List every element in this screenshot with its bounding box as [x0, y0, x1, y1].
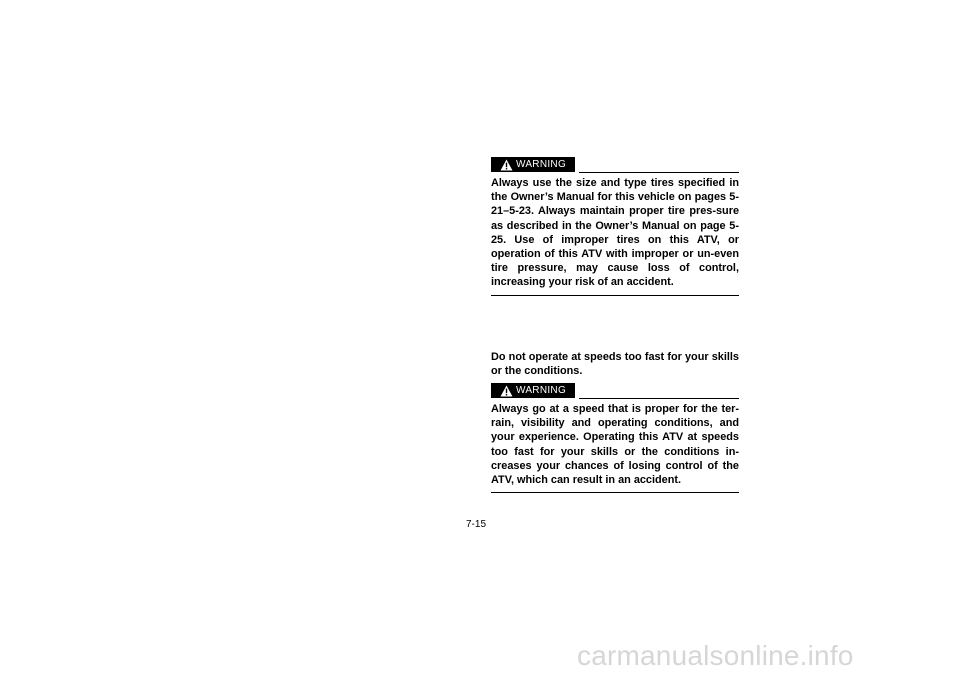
warning-end-rule-2: [491, 492, 739, 493]
alert-triangle-icon: [500, 159, 513, 171]
alert-triangle-icon: [500, 385, 513, 397]
warning-badge-label: WARNING: [515, 385, 567, 396]
page-number: 7-15: [466, 519, 487, 530]
warning-end-rule-1: [491, 295, 739, 296]
warning-text-2: Always go at a speed that is proper for the ter-rain, visibility and operating conditions, and your experience. Operating this ATV at speeds too fast for your skills or the conditions in-creases your chances of losing control of the ATV, which can result in an accident.: [491, 403, 739, 487]
warning-badge-label: WARNING: [515, 159, 567, 170]
warning-badge-1: [491, 157, 575, 172]
watermark: carmanualsonline.info: [577, 640, 854, 671]
warning-block-2: [491, 383, 739, 493]
warning-header-1: [491, 157, 739, 173]
warning-header-rule: [579, 398, 739, 399]
warning-block-1: [491, 157, 739, 296]
warning-text-1: Always use the size and type tires specified in the Owner’s Manual for this vehicle on pages 5-21–5-23. Always maintain proper tire pres-sure as described in the Owner’s Manual on page 5-25. Use of improper tires on this ATV, or operation of this ATV with improper or un-even tire pressure, may cause loss of control, increasing your risk of an accident.: [491, 177, 739, 289]
warning-header-2: [491, 383, 739, 399]
speed-paragraph: Do not operate at speeds too fast for your skills or the conditions.: [491, 351, 739, 378]
warning-header-rule: [579, 172, 739, 173]
warning-badge-2: [491, 383, 575, 398]
speed-section: [491, 350, 739, 378]
